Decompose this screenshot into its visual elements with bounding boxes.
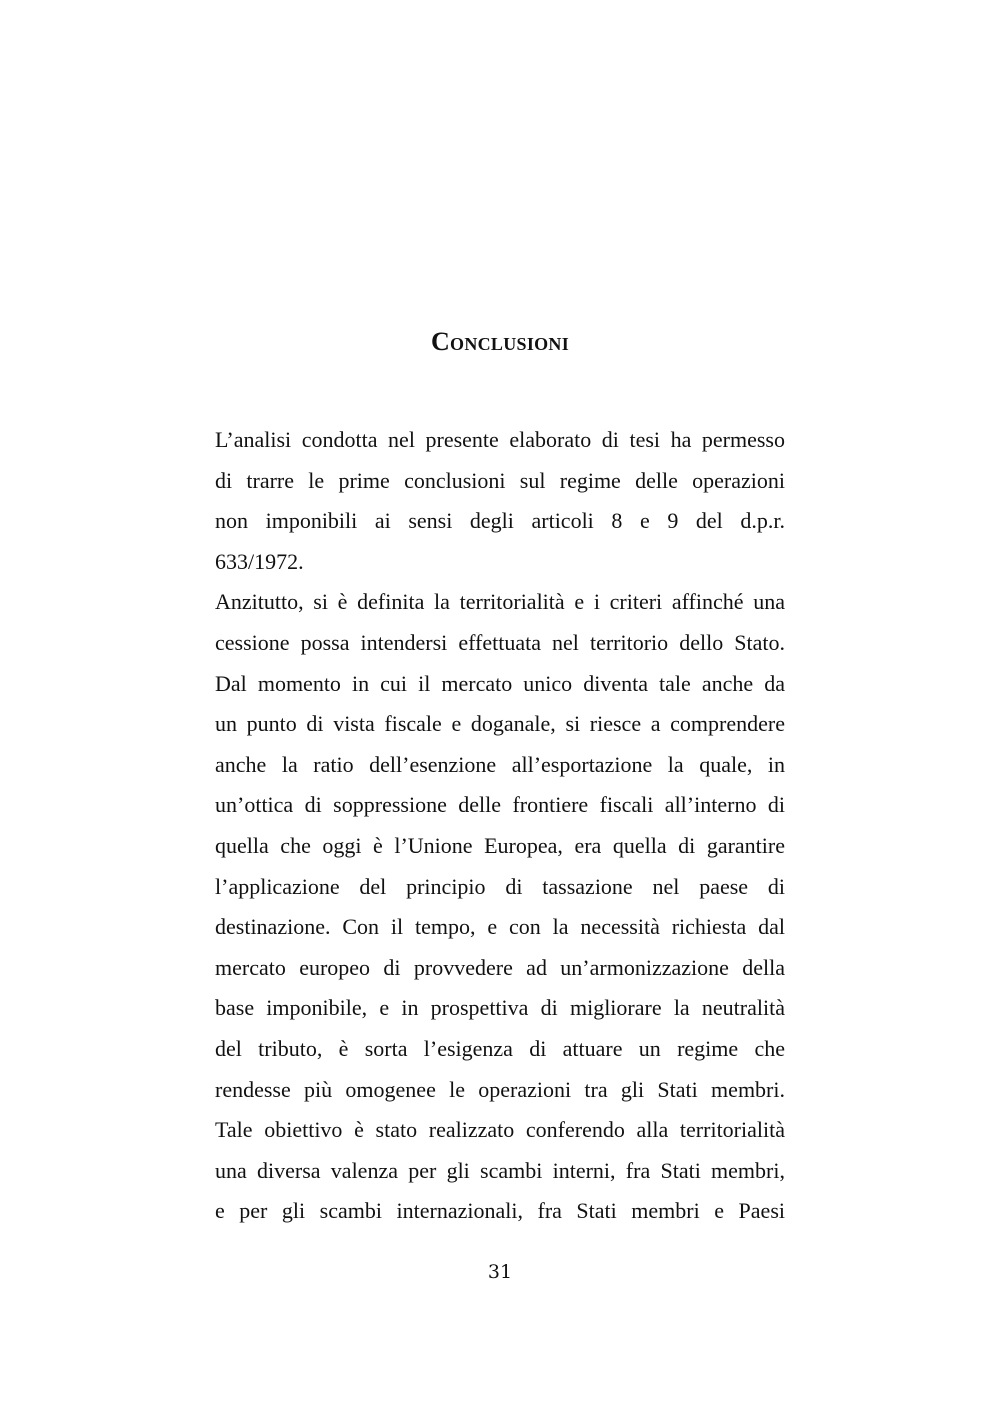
text-line: quella che oggi è l’Unione Europea, era quella di garantire [215, 832, 785, 858]
text-line: rendesse più omogenee le operazioni tra gli Stati membri. [215, 1076, 785, 1102]
text-line: e per gli scambi internazionali, fra Stati membri e Paesi [215, 1198, 785, 1224]
text-line: l’applicazione del principio di tassazione nel paese di [215, 873, 785, 899]
text-line: del tributo, è sorta l’esigenza di attuare un regime che [215, 1035, 785, 1061]
text-line: mercato europeo di provvedere ad un’armonizzazione della [215, 954, 785, 980]
text-line: L’analisi condotta nel presente elaborato di tesi ha permesso [215, 427, 785, 452]
text-line: un’ottica di soppressione delle frontiere fiscali all’interno di [215, 792, 785, 818]
text-line: Tale obiettivo è stato realizzato conferendo alla territorialità [215, 1117, 785, 1143]
page-number: 31 [487, 1261, 513, 1283]
text-line: base imponibile, e in prospettiva di migliorare la neutralità [215, 995, 785, 1021]
body-paragraphs [215, 420, 785, 1232]
text-line: cessione possa intendersi effettuata nel territorio dello Stato. [215, 629, 785, 655]
text-line: destinazione. Con il tempo, e con la necessità richiesta dal [215, 914, 785, 940]
text-line: Anzitutto, si è definita la territorialità e i criteri affinché una [215, 589, 785, 615]
text-line: non imponibili ai sensi degli articoli 8 e 9 del d.p.r. [215, 508, 785, 534]
page-title: Conclusioni [430, 327, 570, 356]
text-line: anche la ratio dell’esenzione all’esportazione la quale, in [215, 751, 785, 777]
text-line: 633/1972. [215, 548, 304, 574]
text-line: di trarre le prime conclusioni sul regime delle operazioni [215, 467, 785, 493]
text-line: una diversa valenza per gli scambi interni, fra Stati membri, [215, 1157, 785, 1183]
text-line: Dal momento in cui il mercato unico diventa tale anche da [215, 670, 785, 696]
text-line: un punto di vista fiscale e doganale, si riesce a comprendere [215, 711, 785, 737]
